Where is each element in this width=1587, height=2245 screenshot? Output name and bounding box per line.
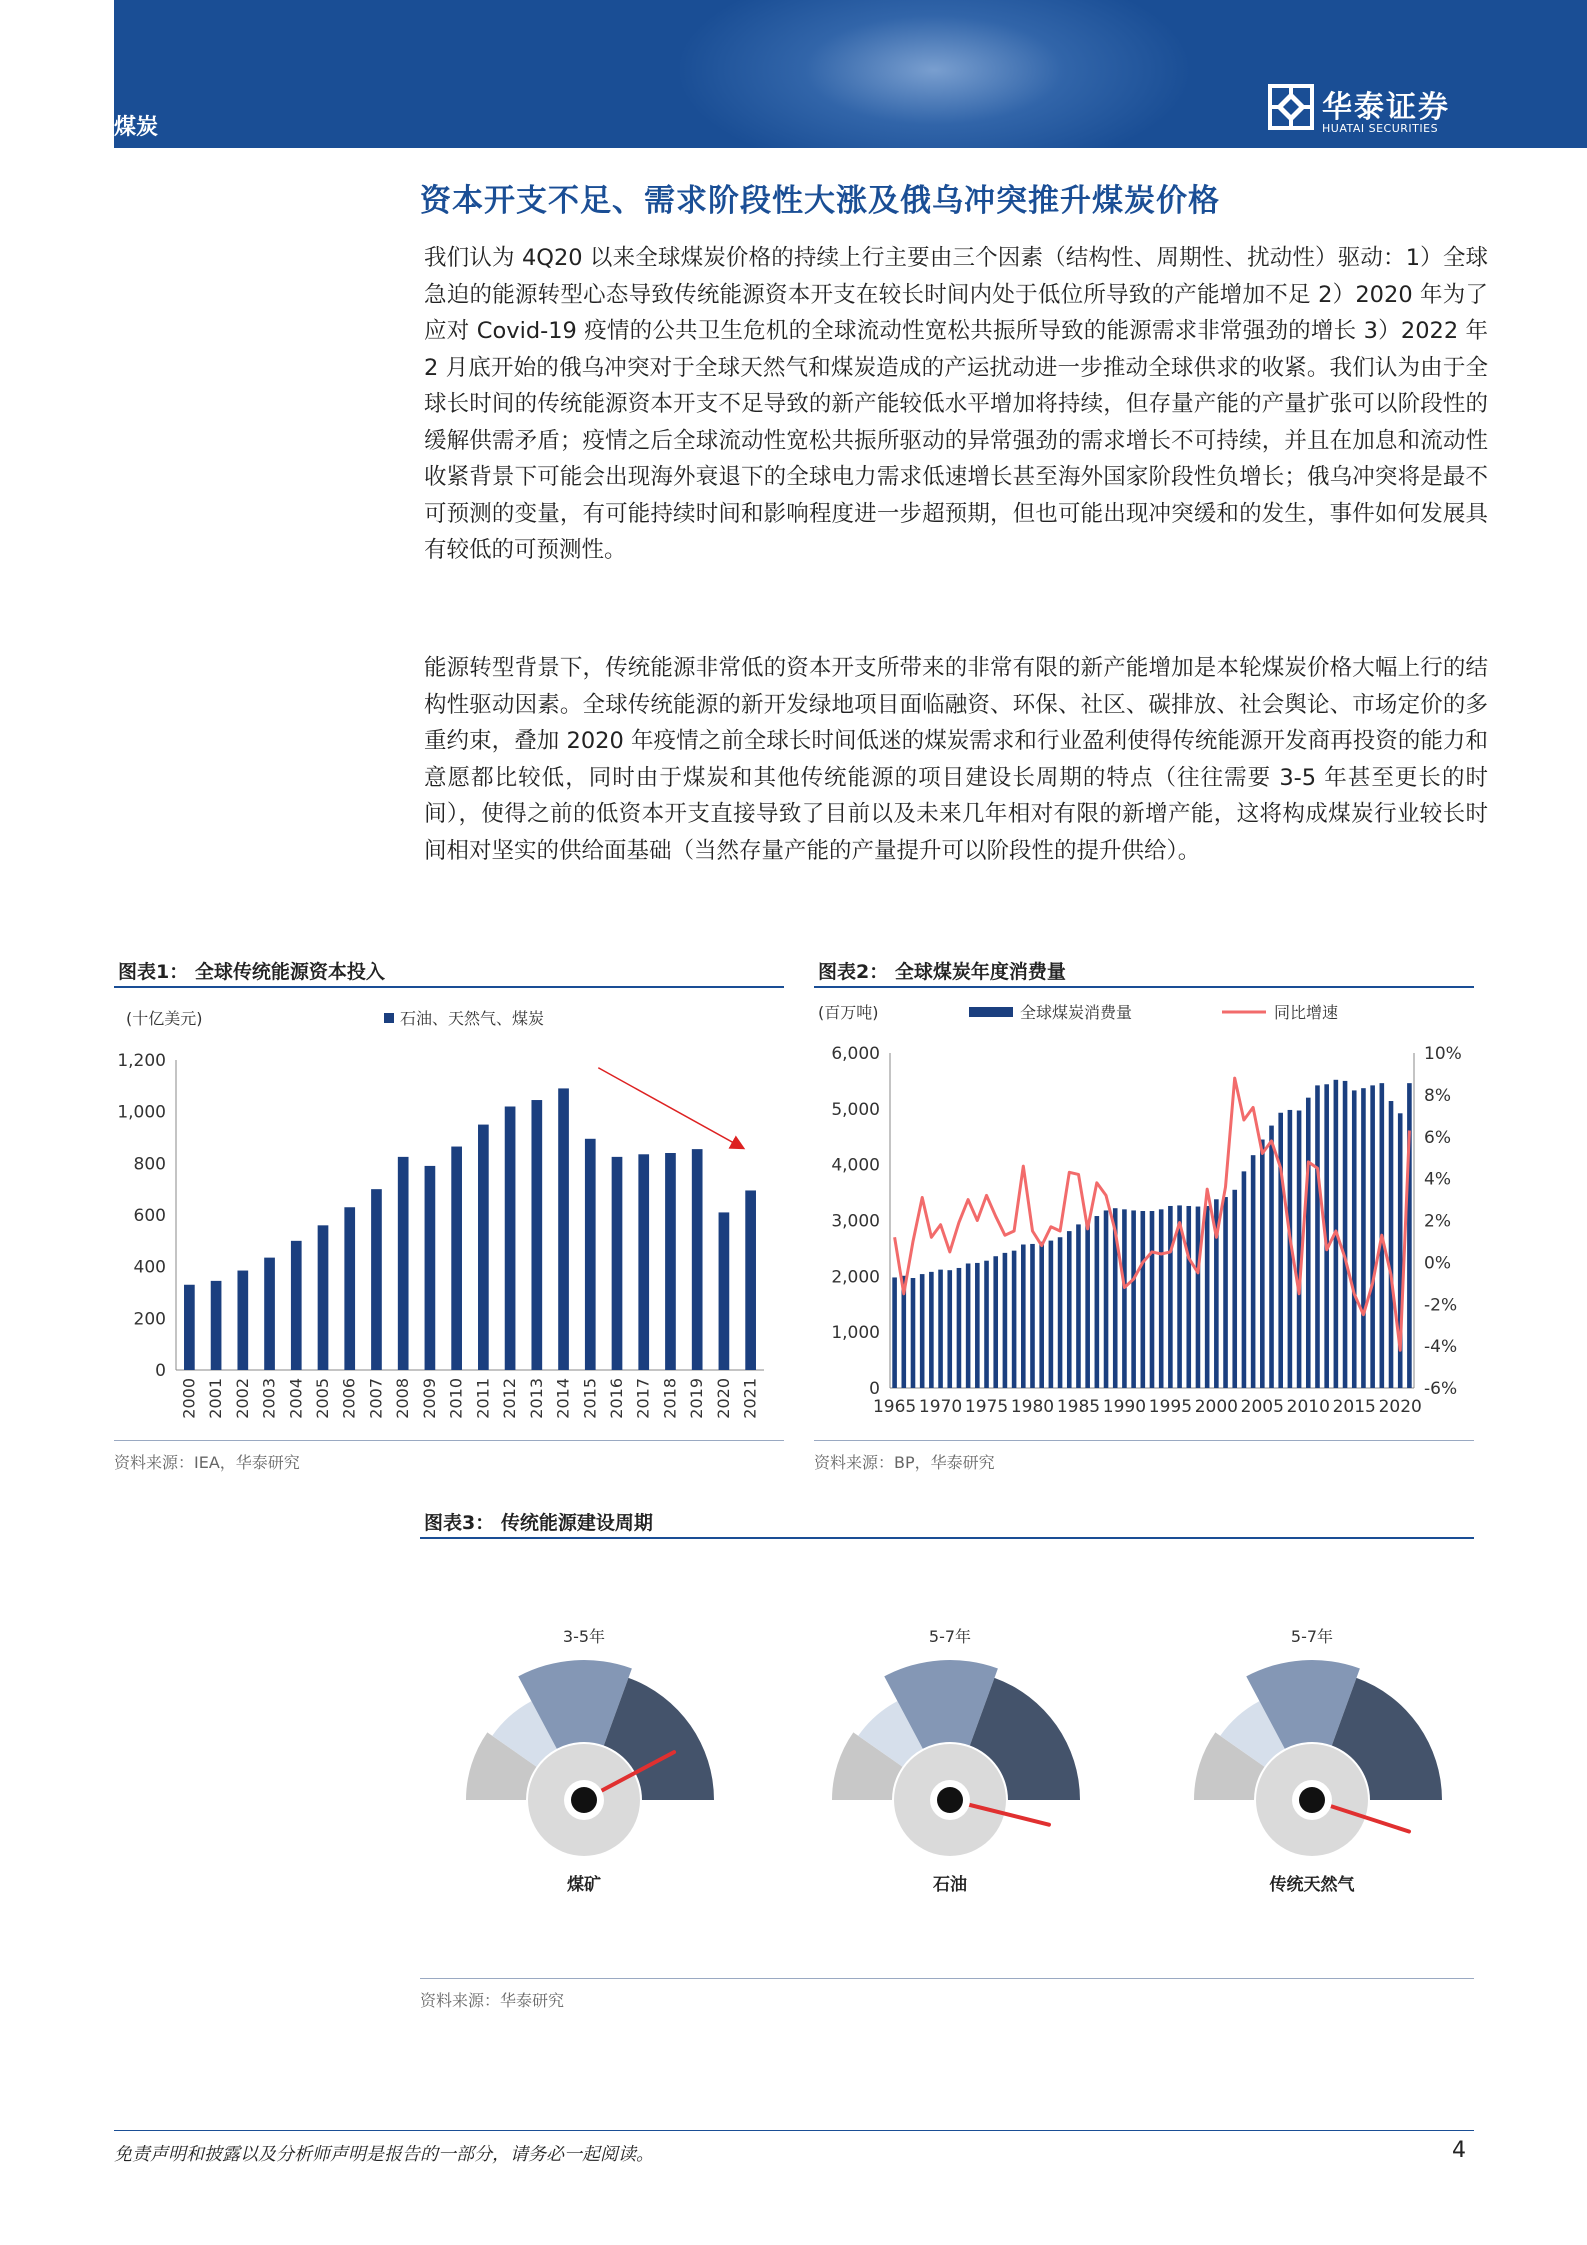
chart2-bar xyxy=(966,1263,971,1388)
chart2-legend-swatch-bars xyxy=(969,1007,1013,1017)
chart2-bar xyxy=(1104,1210,1109,1388)
chart2-bar xyxy=(947,1270,952,1388)
chart2-bar xyxy=(1297,1111,1302,1388)
chart1-legend-swatch xyxy=(384,1013,394,1023)
chart2-ytick-right-label: 10% xyxy=(1424,1044,1462,1064)
figure3-title: 图表3： 传统能源建设周期 xyxy=(424,1512,653,1534)
chart2-bar xyxy=(1186,1206,1191,1388)
chart2-bar xyxy=(1196,1207,1201,1388)
chart2-bar xyxy=(1315,1085,1320,1388)
chart2-bar xyxy=(957,1268,962,1388)
chart2-bar xyxy=(1095,1216,1100,1388)
chart1-xtick-label: 2014 xyxy=(553,1378,573,1419)
chart1-xtick-label: 2021 xyxy=(740,1378,760,1419)
chart1-legend-label: 石油、天然气、煤炭 xyxy=(400,1009,545,1028)
chart2-xtick-label: 2015 xyxy=(1332,1397,1376,1417)
chart2-ytick-left-label: 5,000 xyxy=(831,1099,880,1120)
chart2-ytick-right-label: 8% xyxy=(1424,1085,1451,1106)
gauge-hub-inner xyxy=(1299,1787,1325,1813)
figure2-bottom-rule xyxy=(814,1440,1474,1441)
chart2-bar xyxy=(1131,1210,1136,1388)
figure2-title: 图表2： 全球煤炭年度消费量 xyxy=(818,961,1066,983)
chart1-xtick-label: 2012 xyxy=(500,1378,520,1419)
chart1-xtick-label: 2020 xyxy=(713,1378,733,1419)
gauge-period-label: 5-7年 xyxy=(1290,1627,1334,1646)
chart1-ytick-label: 1,200 xyxy=(117,1051,166,1071)
chart2-ytick-right-label: 0% xyxy=(1424,1253,1451,1274)
chart2-bar xyxy=(1306,1098,1311,1388)
chart1-bar xyxy=(558,1088,569,1370)
footer-disclaimer: 免责声明和披露以及分析师声明是报告的一部分，请务必一起阅读。 xyxy=(114,2144,654,2165)
chart1-bar xyxy=(398,1157,409,1370)
chart1-bar xyxy=(505,1107,516,1371)
gauge-period-label: 3-5年 xyxy=(562,1627,606,1646)
chart1-bar xyxy=(478,1125,489,1370)
chart2-bar xyxy=(1030,1244,1035,1388)
chart2-bar xyxy=(1159,1209,1164,1388)
figure1-bottom-rule xyxy=(114,1440,784,1441)
chart1-bar xyxy=(719,1212,730,1370)
chart1-xtick-label: 2005 xyxy=(313,1378,332,1419)
chart1-xtick-label: 2018 xyxy=(660,1378,680,1419)
chart1-xtick-label: 2016 xyxy=(607,1378,626,1419)
chart1-unit-label: (十亿美元) xyxy=(126,1009,203,1028)
chart2-bar xyxy=(1003,1253,1008,1388)
chart2-ytick-right-label: 4% xyxy=(1424,1169,1451,1190)
chart1-ytick-label: 400 xyxy=(133,1257,166,1278)
chart2-bar xyxy=(1085,1222,1090,1388)
chart1-bar xyxy=(184,1285,195,1370)
chart2-bar xyxy=(1223,1197,1228,1388)
footer-rule xyxy=(114,2130,1474,2131)
body-paragraph: 我们认为 4Q20 以来全球煤炭价格的持续上行主要由三个因素（结构性、周期性、扰动性）驱动：1）全球急迫的能源转型心态导致传统能源资本开支在较长时间内处于低位所导致的产能增加不足 2）2020 年为了应对 Covid-19 疫情的公共卫生危机的全球流动性宽松共振所导致的能源需求非常强劲的增长 3）2022 年 2 月底开始的俄乌冲突对于全球天然气和煤炭造成的产运扰动进一步推动全球供求的收紧。我们认为由于全球长时间的传统能源资本开支不足导致的新产能较低水平增加将持续，但存量产能的产量扩张可以阶段性的缓解供需矛盾；疫情之后全球流动性宽松共振所驱动的异常强劲的需求增长不可持续，并且在加息和流动性收紧背景下可能会出现海外衰退下的全球电力需求低速增长甚至海外国家阶段性负增长；俄乌冲突将是最不可预测的变量，有可能持续时间和影响程度进一步超预期，但也可能出现冲突缓和的发生，事件如何发展具有较低的可预测性。 xyxy=(424,245,1488,563)
chart1-bar xyxy=(264,1258,275,1370)
chart1-xtick-label: 2008 xyxy=(393,1378,413,1419)
chart1-trend-arrow xyxy=(598,1068,742,1148)
chart2-xtick-label: 2020 xyxy=(1378,1397,1422,1417)
figure1-top-rule xyxy=(114,986,784,988)
logo-mark-icon xyxy=(1268,84,1314,130)
chart2-ytick-left-label: 2,000 xyxy=(831,1267,880,1288)
chart2-ytick-right-label: -4% xyxy=(1424,1337,1458,1358)
gauge-name-label: 传统天然气 xyxy=(1269,1875,1355,1895)
chart1-bar xyxy=(665,1153,676,1370)
page-title: 资本开支不足、需求阶段性大涨及俄乌冲突推升煤炭价格 xyxy=(420,183,1220,219)
chart2-xtick-label: 1985 xyxy=(1056,1397,1101,1417)
chart1-xtick-label: 2002 xyxy=(232,1378,252,1419)
chart2-xtick-label: 2000 xyxy=(1194,1397,1238,1417)
figure1-source: 资料来源：IEA，华泰研究 xyxy=(114,1453,300,1472)
chart2-bar xyxy=(1168,1206,1173,1388)
chart2-ytick-left-label: 0 xyxy=(869,1379,880,1399)
chart2-bar xyxy=(892,1277,897,1388)
chart2-bar xyxy=(1021,1245,1026,1388)
chart1-bar xyxy=(531,1100,542,1370)
gauge-name-label: 石油 xyxy=(933,1875,967,1895)
chart1-xtick-label: 2004 xyxy=(286,1378,306,1419)
chart2-ytick-right-label: -6% xyxy=(1424,1379,1458,1399)
chart1-bar xyxy=(692,1149,703,1370)
chart1-xtick-label: 2006 xyxy=(339,1378,359,1419)
chart2-bar xyxy=(1141,1211,1146,1388)
chart2-bar xyxy=(1150,1211,1155,1388)
chart1-ytick-label: 200 xyxy=(133,1309,166,1330)
header-decoration xyxy=(674,0,1194,148)
chart2-bar xyxy=(1260,1140,1265,1388)
chart1-bar xyxy=(371,1189,382,1370)
sector-label: 煤炭 xyxy=(114,115,159,140)
chart2-bar xyxy=(1049,1241,1054,1388)
chart2-bar xyxy=(1122,1209,1127,1388)
chart2-bar xyxy=(938,1270,943,1388)
chart1-ytick-label: 0 xyxy=(155,1361,166,1381)
chart2-bar xyxy=(1407,1083,1412,1388)
figure2-source: 资料来源：BP，华泰研究 xyxy=(814,1453,995,1472)
chart2-ytick-left-label: 6,000 xyxy=(831,1044,880,1064)
chart2-bar xyxy=(1039,1242,1044,1388)
gauge-hub-inner xyxy=(937,1787,963,1813)
figure3-gauges xyxy=(420,1545,1474,1965)
chart2-bar xyxy=(1389,1101,1394,1388)
chart1-xtick-label: 2015 xyxy=(580,1378,600,1419)
chart1-bar xyxy=(612,1157,623,1370)
chart1-xtick-label: 2007 xyxy=(366,1378,386,1419)
chart2-bar xyxy=(929,1272,934,1388)
chart2-ytick-left-label: 3,000 xyxy=(831,1211,880,1232)
chart1-bar xyxy=(451,1147,462,1370)
chart1-ytick-label: 1,000 xyxy=(117,1102,166,1123)
chart2-bar xyxy=(1242,1171,1247,1388)
chart1-bar xyxy=(211,1281,222,1370)
chart2-xtick-label: 1980 xyxy=(1010,1397,1055,1417)
huatai-logo xyxy=(1268,84,1458,140)
chart2-xtick-label: 1970 xyxy=(918,1397,963,1417)
figure3-top-rule xyxy=(420,1537,1474,1539)
chart2-bar xyxy=(1076,1224,1081,1388)
chart2-bar xyxy=(1251,1155,1256,1388)
chart1-bar xyxy=(318,1225,329,1370)
chart2-bar xyxy=(920,1274,925,1388)
page-number: 4 xyxy=(1452,2138,1466,2163)
chart2-bar xyxy=(1058,1237,1063,1388)
chart1-bar xyxy=(585,1139,596,1370)
gauge-hub-inner xyxy=(571,1787,597,1813)
figure3-source: 资料来源：华泰研究 xyxy=(420,1991,565,2010)
figure2-chart xyxy=(814,998,1474,1428)
chart2-ytick-right-label: -2% xyxy=(1424,1295,1458,1316)
chart1-bar xyxy=(745,1190,756,1370)
chart1-bar xyxy=(237,1271,248,1370)
chart2-legend-label-bars: 全球煤炭消费量 xyxy=(1020,1003,1133,1022)
chart1-bar xyxy=(638,1154,649,1370)
chart1-bar xyxy=(344,1207,355,1370)
chart2-bar xyxy=(1343,1081,1348,1388)
chart1-ytick-label: 600 xyxy=(133,1206,166,1226)
body-paragraph: 能源转型背景下，传统能源非常低的资本开支所带来的非常有限的新产能增加是本轮煤炭价格大幅上行的结构性驱动因素。全球传统能源的新开发绿地项目面临融资、环保、社区、碳排放、社会舆论、市场定价的多重约束，叠加 2020 年疫情之前全球长时间低迷的煤炭需求和行业盈利使得传统能源开发商再投资的能力和意愿都比较低，同时由于煤炭和其他传统能源的项目建设长周期的特点（往往需要 3-5 年甚至更长的时间），使得之前的低资本开支直接导致了目前以及未来几年相对有限的新增产能，这将构成煤炭行业较长时间相对坚实的供给面基础（当然存量产能的产量提升可以阶段性的提升供给）。 xyxy=(424,655,1488,864)
chart2-ytick-left-label: 1,000 xyxy=(831,1323,880,1344)
chart2-bar xyxy=(975,1263,980,1388)
chart1-bar xyxy=(291,1241,302,1370)
chart2-ytick-right-label: 6% xyxy=(1424,1127,1451,1148)
chart2-bar xyxy=(1012,1251,1017,1388)
chart2-bar xyxy=(1067,1231,1072,1388)
chart2-bar xyxy=(1232,1190,1237,1388)
chart2-legend-label-line: 同比增速 xyxy=(1274,1003,1339,1022)
chart2-bar xyxy=(1278,1113,1283,1388)
chart2-xtick-label: 1965 xyxy=(872,1397,917,1417)
figure1-chart xyxy=(114,998,784,1428)
chart2-xtick-label: 2010 xyxy=(1286,1397,1330,1417)
figure2-top-rule xyxy=(814,986,1474,988)
chart2-bar xyxy=(1361,1088,1366,1388)
logo-cn: 华泰证券 xyxy=(1322,90,1450,125)
chart1-xtick-label: 2003 xyxy=(259,1378,279,1419)
chart1-bar xyxy=(425,1166,436,1370)
chart1-xtick-label: 2001 xyxy=(206,1378,226,1419)
chart1-xtick-label: 2013 xyxy=(526,1378,546,1419)
figure3-bottom-rule xyxy=(420,1978,1474,1979)
chart1-xtick-label: 2000 xyxy=(179,1378,199,1419)
chart1-ytick-label: 800 xyxy=(133,1154,166,1175)
chart2-xtick-label: 1975 xyxy=(964,1397,1009,1417)
chart2-bar xyxy=(1205,1206,1210,1388)
chart2-ytick-right-label: 2% xyxy=(1424,1211,1451,1232)
chart2-bar xyxy=(911,1278,916,1388)
chart2-bar xyxy=(1370,1085,1375,1388)
logo-en: HUATAI SECURITIES xyxy=(1322,122,1439,135)
chart1-xtick-label: 2009 xyxy=(419,1378,439,1419)
chart2-unit-label: (百万吨) xyxy=(818,1003,879,1022)
chart1-xtick-label: 2011 xyxy=(473,1378,493,1419)
chart2-xtick-label: 1995 xyxy=(1148,1397,1193,1417)
chart2-bar xyxy=(993,1256,998,1388)
gauge-period-label: 5-7年 xyxy=(928,1627,972,1646)
chart2-bar xyxy=(1352,1090,1357,1388)
chart1-xtick-label: 2010 xyxy=(446,1378,466,1419)
chart1-xtick-label: 2019 xyxy=(687,1378,707,1419)
chart1-xtick-label: 2017 xyxy=(633,1378,653,1419)
figure1-title: 图表1： 全球传统能源资本投入 xyxy=(118,961,385,983)
chart2-xtick-label: 2005 xyxy=(1240,1397,1284,1417)
chart2-bar xyxy=(1269,1126,1274,1388)
gauge-name-label: 煤矿 xyxy=(567,1875,601,1895)
chart2-ytick-left-label: 4,000 xyxy=(831,1155,880,1176)
chart2-bar xyxy=(984,1261,989,1388)
chart2-xtick-label: 1990 xyxy=(1102,1397,1147,1417)
